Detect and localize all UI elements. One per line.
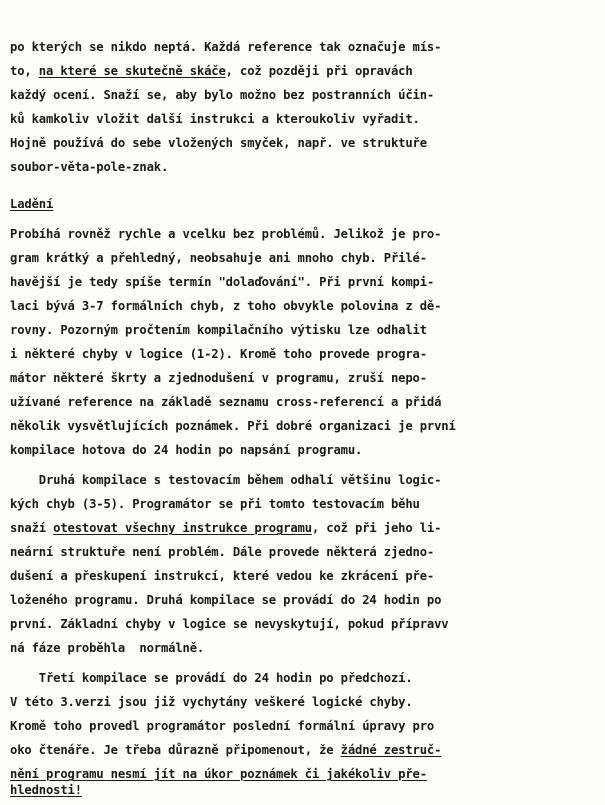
text-line xyxy=(10,227,441,241)
heading-text: Ladění xyxy=(10,197,54,211)
text-run: ná fáze proběhla normálně. xyxy=(10,641,205,655)
text-line xyxy=(10,371,427,385)
text-run: , což při jeho li- xyxy=(311,521,442,535)
text-run: i některé chyby v logice (1-2). Kromě toho provede progra- xyxy=(10,347,427,361)
text-run: první. Základní chyby v logice se nevyskytují, pokud přípravv xyxy=(10,617,449,631)
text-run: dušení a přeskupení instrukcí, které vedou ke zkrácení pře- xyxy=(10,569,435,583)
text-run: gram krátký a přehledný, neobsahuje ani mnoho chyb. Přilé- xyxy=(10,251,427,265)
text-run: to, xyxy=(10,64,39,78)
section-heading xyxy=(10,197,53,211)
text-line xyxy=(10,695,413,709)
text-run: každý ocení. Snaží se, aby bylo možno bez postranních účin- xyxy=(10,88,435,102)
text-run: laci bývá 3-7 formálních chyb, z toho obvykle polovina z dě- xyxy=(10,299,442,313)
text-line xyxy=(10,64,413,78)
text-run: užívané reference na základě seznamu cross-referencí a přidá xyxy=(10,395,442,409)
text-run: neární struktuře není problém. Dále provede některá zjedno- xyxy=(10,545,435,559)
text-run: Hojně používá do sebe vložených smyček, např. ve struktuře xyxy=(10,136,427,150)
text-run: po kterých se nikdo neptá. Každá reference tak označuje mís- xyxy=(10,40,442,54)
text-line xyxy=(10,251,427,265)
text-run: soubor-věta-pole-znak. xyxy=(10,160,169,174)
text-run: V této 3.verzi jsou již vychytány veškeré logické chyby. xyxy=(10,695,413,709)
text-line xyxy=(10,136,427,150)
text-run: , což později při opravách xyxy=(225,64,413,78)
text-line xyxy=(10,443,362,457)
text-line xyxy=(10,617,448,631)
text-run: snaží xyxy=(10,521,54,535)
text-line xyxy=(10,275,434,289)
text-run: Probíhá rovněž rychle a vcelku bez problémů. Jelikož je pro- xyxy=(10,227,442,241)
underlined-text: žádné zestruč- xyxy=(340,743,442,757)
text-line xyxy=(10,160,168,174)
text-line xyxy=(10,497,420,511)
text-line xyxy=(10,112,420,126)
text-run: mátor některé škrty a zjednodušení v programu, zruší nepo- xyxy=(10,371,427,385)
underlined-text: otestovat všechny instrukce programu xyxy=(53,521,312,535)
text-line xyxy=(10,569,434,583)
text-line xyxy=(10,783,82,797)
text-line xyxy=(10,299,441,313)
text-line xyxy=(10,671,413,685)
text-run: několik vysvětlujících poznámek. Při dobré organizaci je první xyxy=(10,419,456,433)
text-run: oko čtenáře. Je třeba důrazně připomenout, že xyxy=(10,743,341,757)
text-run: kompilace hotova do 24 hodin po napsání programu. xyxy=(10,443,363,457)
text-line xyxy=(10,593,441,607)
text-line xyxy=(10,419,456,433)
text-line xyxy=(10,88,434,102)
underlined-text: hlednosti! xyxy=(10,783,82,797)
text-run: ků kamkoliv vložit další instrukci a kteroukoliv vyřadit. xyxy=(10,112,420,126)
text-line xyxy=(10,743,441,757)
text-line xyxy=(10,323,427,337)
text-run: Třetí kompilace se provádí do 24 hodin po předchozí. xyxy=(10,671,413,685)
text-run: Druhá kompilace s testovacím během odhalí většinu logic- xyxy=(10,473,442,487)
underlined-text: na které se skutečně skáče xyxy=(38,64,226,78)
text-run: Kromě toho provedl programátor poslední formální úpravy pro xyxy=(10,719,435,733)
text-run: kých chyb (3-5). Programátor se při tomto testovacím běhu xyxy=(10,497,420,511)
text-line xyxy=(10,395,441,409)
text-line xyxy=(10,641,204,655)
text-line xyxy=(10,40,441,54)
text-run: havější je tedy spíše termín "dolaďování". Při první kompi- xyxy=(10,275,435,289)
text-line xyxy=(10,719,434,733)
text-line xyxy=(10,473,441,487)
text-run: loženého programu. Druhá kompilace se provádí do 24 hodin po xyxy=(10,593,442,607)
underlined-text: nění programu nesmí jít na úkor poznámek či jakékoliv pře- xyxy=(10,767,427,781)
text-line xyxy=(10,767,427,781)
text-line xyxy=(10,545,434,559)
text-line xyxy=(10,347,427,361)
text-run: rovny. Pozorným pročtením kompilačního výtisku lze odhalit xyxy=(10,323,427,337)
text-line xyxy=(10,521,441,535)
